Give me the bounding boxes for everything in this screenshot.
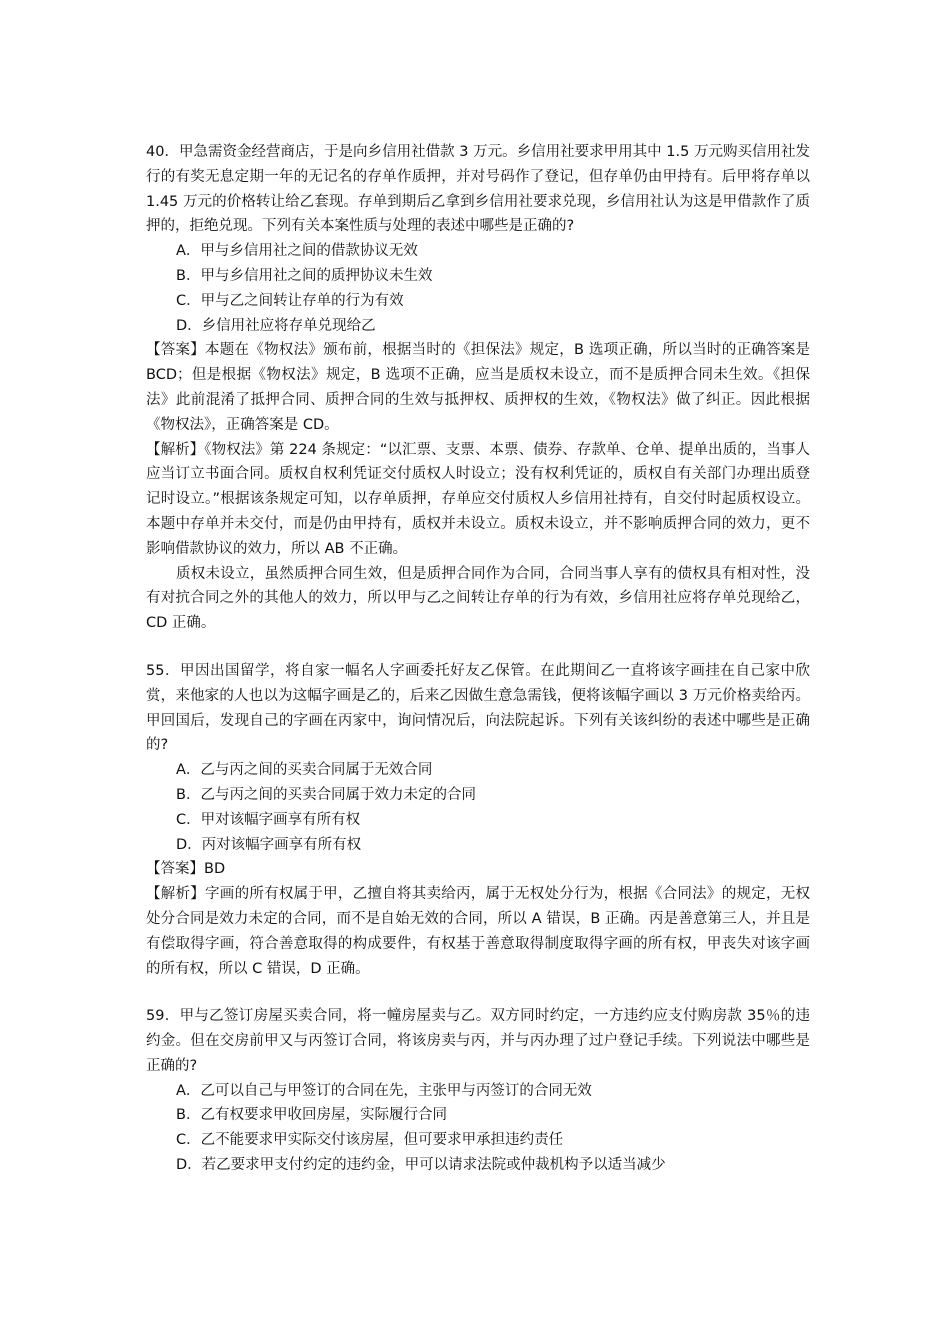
analysis-continued-text: 质权未设立，虽然质押合同生效，但是质押合同作为合同，合同当事人享有的债权具有相对性，没有对抗合同之外的其他人的效力，所以甲与乙之间转让存单的行为有效，乡信用社应将存单兑现给乙，CD 正确。 bbox=[146, 565, 810, 632]
question-59 bbox=[146, 1004, 810, 1178]
option-a: A．甲与乡信用社之间的借款协议无效 bbox=[176, 243, 418, 260]
option-a: A．乙可以自己与甲签订的合同在先，主张甲与丙签订的合同无效 bbox=[176, 1082, 592, 1099]
answer-text: 【答案】BD bbox=[146, 861, 226, 878]
question-stem: 59．甲与乙签订房屋买卖合同，将一幢房屋卖与乙。双方同时约定，一方违约应支付购房款 35％的违约金。但在交房前甲又与丙签订合同，将该房卖与丙，并与丙办理了过户登记手续。下列说法中哪些是正确的? bbox=[146, 1008, 810, 1074]
option-c: C．甲与乙之间转让存单的行为有效 bbox=[176, 292, 404, 309]
option-a: A．乙与丙之间的买卖合同属于无效合同 bbox=[176, 762, 433, 779]
option-b: B．乙有权要求甲收回房屋，实际履行合同 bbox=[176, 1107, 447, 1124]
analysis-text: 【解析】《物权法》第 224 条规定：“以汇票、支票、本票、债券、存款单、仓单、提单出质的，当事人应当订立书面合同。质权自权利凭证交付质权人时设立；没有权利凭证的，质权自有关部门办理出质登记时设立。”根据该条规定可知，以存单质押，存单应交付质权人乡信用社持有，自交付时起质权设立。本题中存单并未交付，而是仍由甲持有，质权并未设立。质权未设立，并不影响质押合同的效力，更不影响借款协议的效力，所以 AB 不正确。 bbox=[146, 441, 810, 557]
question-stem: 55．甲因出国留学，将自家一幅名人字画委托好友乙保管。在此期间乙一直将该字画挂在自己家中欣赏，来他家的人也以为这幅字画是乙的，后来乙因做生意急需钱，便将该幅字画以 3 万元价格卖给丙。甲回国后，发现自己的字画在丙家中，询问情况后，向法院起诉。下列有关该纠纷的表述中哪些是正确的? bbox=[146, 662, 810, 754]
option-c: C．甲对该幅字画享有所有权 bbox=[176, 811, 361, 828]
option-b: B．甲与乡信用社之间的质押协议未生效 bbox=[176, 267, 433, 284]
option-d: D．乡信用社应将存单兑现给乙 bbox=[176, 317, 376, 334]
option-d: D．若乙要求甲支付约定的违约金，甲可以请求法院或仲裁机构予以适当减少 bbox=[176, 1157, 666, 1174]
option-d: D．丙对该幅字画享有所有权 bbox=[176, 836, 362, 853]
answer-text: 【答案】本题在《物权法》颁布前，根据当时的《担保法》规定，B 选项正确，所以当时的正确答案是 BCD；但是根据《物权法》规定，B 选项不正确，应当是质权未设立，而不是质押合同未生效。《担保法》此前混淆了抵押合同、质押合同的生效与抵押权、质押权的生效，《物权法》做了纠正。因此根据《物权法》，正确答案是 CD。 bbox=[146, 342, 810, 433]
question-55 bbox=[146, 659, 810, 981]
analysis-text: 【解析】字画的所有权属于甲，乙擅自将其卖给丙，属于无权处分行为，根据《合同法》的规定，无权处分合同是效力未定的合同，而不是自始无效的合同，所以 A 错误，B 正确。丙是善意第三人，并且是有偿取得字画，符合善意取得的构成要件，有权基于善意取得制度取得字画的所有权，甲丧失对该字画的所有权，所以 C 错误，D 正确。 bbox=[146, 886, 810, 977]
question-stem: 40．甲急需资金经营商店，于是向乡信用社借款 3 万元。乡信用社要求甲用其中 1.5 万元购买信用社发行的有奖无息定期一年的无记名的存单作质押，并对号码作了登记，但存单仍由甲持有。后甲将存单以 1.45 万元的价格转让给乙套现。存单到期后乙拿到乡信用社要求兑现，乡信用社认为这是甲借款作了质押的，拒绝兑现。下列有关本案性质与处理的表述中哪些是正确的? bbox=[146, 144, 810, 235]
option-b: B．乙与丙之间的买卖合同属于效力未定的合同 bbox=[176, 786, 476, 803]
option-c: C．乙不能要求甲实际交付该房屋，但可要求甲承担违约责任 bbox=[176, 1132, 564, 1149]
question-40 bbox=[146, 140, 810, 636]
